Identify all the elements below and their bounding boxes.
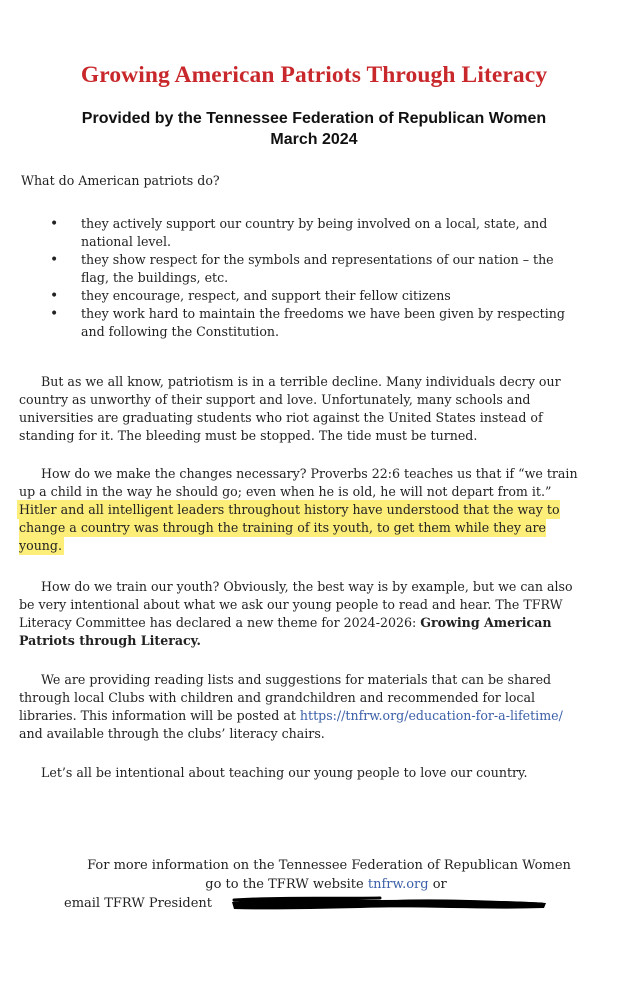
paragraph-reading-lists-end: and available through the clubs’ literacy chairs.: [19, 726, 325, 741]
list-item: [0, 251, 571, 287]
footer-email-text: email TFRW President: [64, 896, 213, 911]
bullet-text: they encourage, respect, and support their fellow citizens: [81, 288, 451, 303]
paragraph-decline-text: But as we all know, patriotism is in a terrible decline. Many individuals decry our country as unworthy of their support and love. Unfortunately, many schools and universities are graduating students who riot against the United States instead of standing for it. The bleeding must be stopped. The tide must be turned.: [19, 374, 561, 443]
bullet-text: they work hard to maintain the freedoms we have been given by respecting and following the Constitution.: [81, 306, 565, 339]
footer-line-info: For more information on the Tennessee Federation of Republican Women: [87, 858, 571, 873]
paragraph-train-youth: [19, 578, 579, 650]
footer-website-or: or: [428, 877, 447, 892]
subtitle-date: March 2024: [270, 131, 358, 148]
paragraph-proverbs: [19, 465, 579, 555]
bullet-dot-icon: •: [50, 252, 59, 268]
paragraph-decline: [19, 373, 579, 445]
website-link[interactable]: tnfrw.org: [367, 877, 429, 892]
theme-name: Growing American Patriots through Literacy.: [19, 615, 552, 648]
bullet-text: they actively support our country by being involved on a local, state, and national level.: [81, 216, 548, 249]
list-item: [0, 287, 571, 305]
bullet-dot-icon: •: [50, 216, 59, 232]
bullet-dot-icon: •: [50, 306, 59, 322]
bullet-text: they show respect for the symbols and representations of our nation – the flag, the buildings, etc.: [81, 252, 554, 285]
paragraph-reading-lists-text: We are providing reading lists and suggestions for materials that can be shared through local Clubs with children and grandchildren and recommended for local libraries. This information will be posted at: [19, 672, 552, 723]
redaction-scribble: [230, 894, 548, 914]
paragraph-proverbs-text: How do we make the changes necessary? Proverbs 22:6 teaches us that if “we train up a child in the way he should go; even when he is old, he will not depart from it.”: [19, 466, 578, 499]
list-item: [0, 215, 571, 251]
paragraph-train-youth-text: How do we train our youth? Obviously, the best way is by example, but we can also be very intentional about what we ask our young people to read and hear. The TFRW Literacy Committee has declared a new theme for 2024-2026:: [19, 579, 573, 630]
paragraph-closing: [19, 764, 579, 782]
footer-line-website: [0, 875, 628, 894]
footer-website-text: go to the TFRW website: [205, 877, 368, 892]
bullet-dot-icon: •: [50, 288, 59, 304]
document-subtitle: [0, 108, 628, 150]
patriot-bullet-list: [0, 215, 628, 341]
paragraph-closing-text: Let’s all be intentional about teaching our young people to love our country.: [41, 765, 528, 780]
highlighted-text: Hitler and all intelligent leaders throughout history have understood that the way to change a country was through the training of its youth, to get them while they are young.: [19, 502, 560, 553]
question-text: What do American patriots do?: [21, 173, 220, 188]
paragraph-reading-lists: [19, 671, 579, 743]
education-link[interactable]: https://tnfrw.org/education-for-a-lifetime/: [299, 708, 563, 723]
document-title: Growing American Patriots Through Literacy: [80, 62, 548, 88]
subtitle-organization: Provided by the Tennessee Federation of Republican Women: [81, 110, 547, 127]
redaction-mark-top: [234, 898, 380, 900]
list-item: [0, 305, 571, 341]
redaction-mark-stroke: [236, 902, 542, 905]
